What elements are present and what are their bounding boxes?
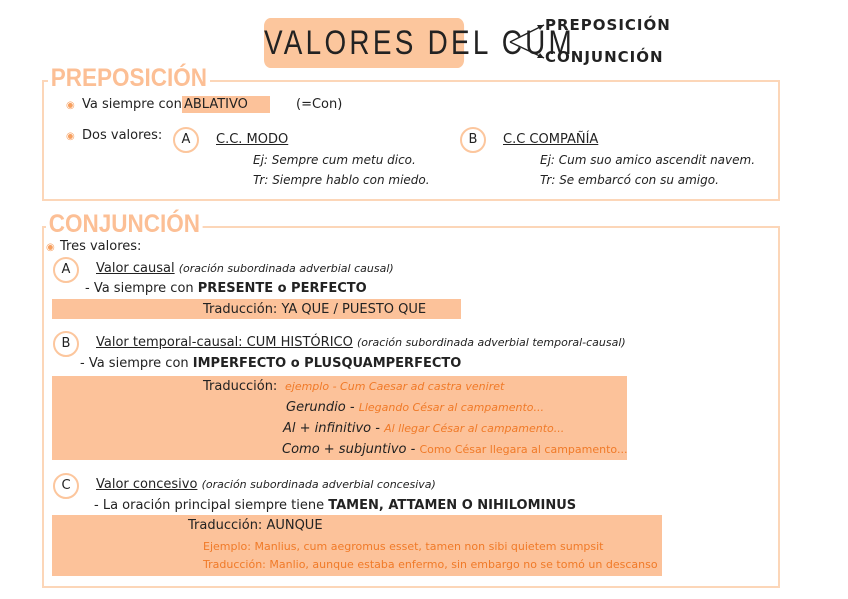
row-value: Al llegar César al campamento... xyxy=(384,422,565,435)
temporal-rule: - Va siempre con xyxy=(80,356,189,371)
modo-translation: Tr: Siempre hablo con miedo. xyxy=(253,173,430,187)
branch-preposicion: PREPOSICIÓN xyxy=(545,16,671,34)
row-value: Llegando César al campamento... xyxy=(358,401,544,414)
causal-rule-bold: PRESENTE o PERFECTO xyxy=(197,281,367,296)
branch-arrows-icon xyxy=(508,20,548,62)
concesivo-title: Valor concesivo xyxy=(96,477,198,492)
bullet-icon: ◉ xyxy=(46,242,55,253)
row-key: Como + subjuntivo - xyxy=(282,442,416,457)
row-value: Como César llegara al campamento... xyxy=(419,443,628,456)
letter-a: A xyxy=(173,127,199,153)
causal-rule: - Va siempre con xyxy=(85,281,194,296)
page-title: VALORES DEL CUM xyxy=(264,18,464,68)
concesivo-rule-bold: TAMEN, ATTAMEN O NIHILOMINUS xyxy=(328,498,577,513)
letter-c: C xyxy=(53,473,79,499)
letter-b: B xyxy=(53,331,79,357)
temporal-rule-bold: IMPERFECTO o PLUSQUAMPERFECTO xyxy=(192,356,462,371)
temporal-translation-label: Traducción: xyxy=(203,379,278,394)
concesivo-note: (oración subordinada adverbial concesiva) xyxy=(201,478,436,491)
causal-note: (oración subordinada adverbial causal) xyxy=(178,262,394,275)
letter-b: B xyxy=(460,127,486,153)
tres-valores: Tres valores: xyxy=(60,239,142,254)
con-note: (=Con) xyxy=(296,97,343,112)
cc-modo-title: C.C. MODO xyxy=(216,132,289,147)
compania-translation: Tr: Se embarcó con su amigo. xyxy=(540,173,719,187)
ablativo-highlight: ABLATIVO xyxy=(182,96,270,113)
compania-example: Ej: Cum suo amico ascendit navem. xyxy=(540,153,756,167)
concesivo-translation: Traducción: AUNQUE xyxy=(188,518,323,533)
bullet-icon: ◉ xyxy=(66,131,75,142)
concesivo-rule: - La oración principal siempre tiene xyxy=(94,498,325,513)
temporal-note: (oración subordinada adverbial temporal-causal) xyxy=(356,336,626,349)
preposicion-heading: PREPOSICIÓN xyxy=(48,64,210,93)
cc-compania-title: C.C COMPAÑÍA xyxy=(503,132,599,147)
temporal-title: Valor temporal-causal: CUM HISTÓRICO xyxy=(96,335,353,350)
prep-line1: Va siempre con xyxy=(82,97,182,112)
causal-title: Valor causal xyxy=(96,261,175,276)
temporal-example: ejemplo - Cum Caesar ad castra veniret xyxy=(285,380,505,393)
dos-valores: Dos valores: xyxy=(82,128,163,143)
row-key: Gerundio - xyxy=(286,400,355,415)
bullet-icon: ◉ xyxy=(66,100,75,111)
row-key: Al + infinitivo - xyxy=(283,421,380,436)
modo-example: Ej: Sempre cum metu dico. xyxy=(253,153,416,167)
letter-a: A xyxy=(53,257,79,283)
causal-translation: Traducción: YA QUE / PUESTO QUE xyxy=(203,302,427,317)
conjuncion-heading: CONJUNCIÓN xyxy=(46,210,203,239)
concesivo-example: Ejemplo: Manlius, cum aegromus esset, tamen non sibi quietem sumpsit xyxy=(203,540,604,553)
concesivo-example-translation: Traducción: Manlio, aunque estaba enfermo, sin embargo no se tomó un descanso xyxy=(203,558,658,571)
branch-conjuncion: CONJUNCIÓN xyxy=(545,48,664,66)
